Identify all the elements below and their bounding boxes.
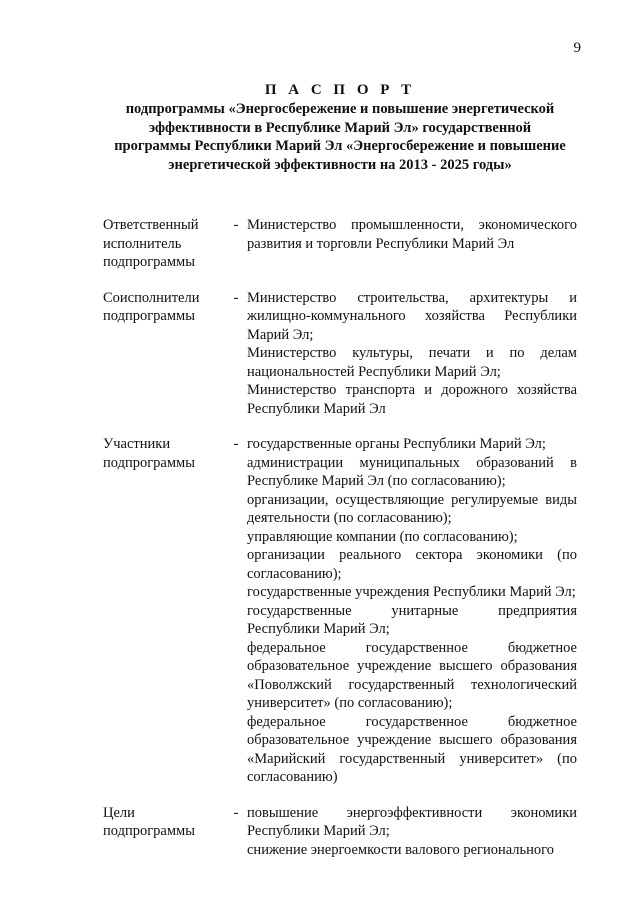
- subtitle-line: эффективности в Республике Марий Эл» государственной: [148, 119, 532, 136]
- content-item: администрации муниципальных образований в Республике Марий Эл (по согласованию);: [247, 454, 577, 489]
- label-line: подпрограммы: [103, 254, 195, 270]
- subtitle-line: подпрограммы «Энергосбережение и повышение энергетической: [125, 101, 555, 117]
- label-line: Цели: [103, 804, 135, 821]
- content-item: Министерство промышленности, экономического развития и торговли Республики Марий Эл: [247, 217, 577, 252]
- content-item: снижение энергоемкости валового регионального: [247, 841, 554, 858]
- content-item: федеральное государственное бюджетное образовательное учреждение высшего образования «Марийский государственный университет» (по согласованию): [247, 713, 577, 785]
- content-item: государственные органы Республики Марий Эл;: [247, 436, 546, 452]
- label-line: подпрограммы: [103, 454, 195, 471]
- row-content: [247, 804, 577, 860]
- row-label: [103, 289, 225, 419]
- row-dash: -: [233, 217, 239, 233]
- content-item: Министерство культуры, печати и по делам национальностей Республики Марий Эл;: [247, 345, 577, 380]
- subtitle-line: энергетической эффективности на 2013 - 2025 годы»: [168, 156, 512, 173]
- document-title: П А С П О Р Т: [264, 82, 416, 98]
- row-responsible-executor: [103, 216, 577, 272]
- page-number: 9: [573, 40, 581, 56]
- label-line: подпрограммы: [103, 823, 195, 839]
- row-content: [247, 289, 577, 419]
- content-item: организации, осуществляющие регулируемые виды деятельности (по согласованию);: [247, 491, 577, 526]
- content-item: организации реального сектора экономики (по согласованию);: [247, 547, 577, 582]
- content-item: повышение энергоэффективности экономики Республики Марий Эл;: [247, 804, 577, 839]
- label-line: исполнитель: [103, 235, 182, 252]
- content-item: управляющие компании (по согласованию);: [247, 528, 518, 545]
- content-item: государственные унитарные предприятия Республики Марий Эл;: [247, 602, 577, 637]
- row-content: [247, 435, 577, 787]
- label-line: подпрограммы: [103, 308, 195, 324]
- row-dash: -: [233, 436, 239, 452]
- row-goals: [103, 804, 577, 860]
- document-subtitle: [90, 100, 590, 174]
- row-label: [103, 216, 225, 272]
- label-line: Соисполнители: [103, 289, 200, 306]
- row-co-executors: [103, 289, 577, 419]
- passport-table: [103, 216, 577, 859]
- content-item: Министерство строительства, архитектуры и жилищно-коммунального хозяйства Республики Марий Эл;: [247, 289, 577, 343]
- row-label: [103, 804, 225, 860]
- content-item: федеральное государственное бюджетное образовательное учреждение высшего образования «Поволжский государственный технологический университет» (по согласованию);: [247, 639, 577, 711]
- content-item: государственные учреждения Республики Марий Эл;: [247, 584, 576, 600]
- subtitle-line: программы Республики Марий Эл «Энергосбережение и повышение: [114, 138, 566, 154]
- row-participants: [103, 435, 577, 787]
- title-block: [90, 80, 590, 174]
- row-dash: -: [233, 804, 239, 821]
- content-item: Министерство транспорта и дорожного хозяйства Республики Марий Эл: [247, 382, 577, 417]
- label-line: Участники: [103, 436, 171, 452]
- row-dash: -: [233, 289, 239, 306]
- row-label: [103, 435, 225, 787]
- row-content: [247, 216, 577, 272]
- label-line: Ответственный: [103, 217, 199, 233]
